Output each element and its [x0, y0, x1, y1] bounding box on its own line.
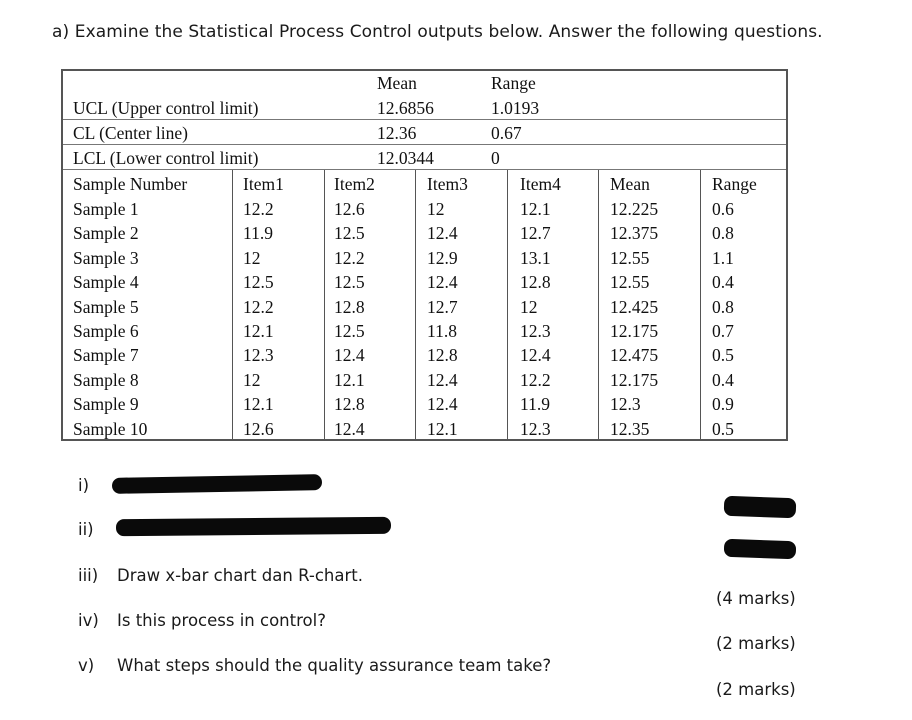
question-4-number: iv)	[78, 611, 99, 630]
sample-value: 12.1	[427, 419, 458, 439]
sample-value: 12.2	[243, 297, 274, 317]
sample-value: 12.2	[520, 370, 551, 390]
redacted-marks-2	[724, 539, 797, 560]
sample-value: 11.9	[243, 223, 273, 243]
limit-range-value: 0.67	[491, 123, 522, 143]
column-header: Item2	[334, 174, 375, 194]
sample-value: 12.475	[610, 345, 659, 365]
question-3-number: iii)	[78, 566, 99, 585]
limit-mean-value: 12.6856	[377, 98, 434, 118]
sample-value: 12.225	[610, 199, 659, 219]
sample-value: 12.5	[334, 321, 365, 341]
sample-value: 12.8	[427, 345, 458, 365]
sample-value: 0.5	[712, 419, 734, 439]
sample-value: 12.55	[610, 248, 650, 268]
sample-value: 12	[243, 370, 261, 390]
question-2-number: ii)	[78, 520, 94, 539]
column-header: Item1	[243, 174, 284, 194]
sample-value: 0.8	[712, 297, 734, 317]
question-heading: a) Examine the Statistical Process Control outputs below. Answer the following questions.	[52, 22, 823, 42]
sample-value: 12.4	[427, 394, 458, 414]
sample-value: 12.5	[243, 272, 274, 292]
sample-label: Sample 5	[73, 297, 139, 317]
divider-line	[63, 169, 786, 170]
limit-label: LCL (Lower control limit)	[73, 148, 259, 168]
question-1-number: i)	[78, 476, 90, 495]
sample-value: 0.9	[712, 394, 734, 414]
column-header: Item3	[427, 174, 468, 194]
marks-question-3: (4 marks)	[716, 589, 796, 608]
sample-value: 0.4	[712, 272, 734, 292]
sample-value: 12.1	[520, 199, 551, 219]
sample-label: Sample 3	[73, 248, 139, 268]
sample-value: 12.4	[427, 223, 458, 243]
redacted-marks-1	[724, 496, 797, 519]
sample-value: 12.2	[243, 199, 274, 219]
question-4-text: Is this process in control?	[117, 611, 326, 630]
column-header: Mean	[610, 174, 650, 194]
sample-value: 12.3	[520, 321, 551, 341]
sample-value: 0.7	[712, 321, 734, 341]
divider-line	[63, 119, 786, 120]
sample-value: 12.7	[427, 297, 458, 317]
column-header: Item4	[520, 174, 561, 194]
column-divider	[507, 170, 508, 441]
sample-value: 12.4	[334, 345, 365, 365]
sample-value: 12.4	[427, 370, 458, 390]
divider-line	[63, 144, 786, 145]
limit-mean-value: 12.0344	[377, 148, 434, 168]
column-divider	[598, 170, 599, 441]
limit-range-value: 1.0193	[491, 98, 540, 118]
marks-question-5: (2 marks)	[716, 680, 796, 699]
sample-value: 12.4	[334, 419, 365, 439]
sample-value: 12.375	[610, 223, 659, 243]
sample-value: 11.8	[427, 321, 457, 341]
sample-value: 12.4	[427, 272, 458, 292]
sample-label: Sample 9	[73, 394, 139, 414]
sample-label: Sample 4	[73, 272, 139, 292]
sample-value: 12.55	[610, 272, 650, 292]
sample-value: 12.3	[243, 345, 274, 365]
sample-value: 12.8	[520, 272, 551, 292]
sample-value: 11.9	[520, 394, 550, 414]
sample-label: Sample 2	[73, 223, 139, 243]
question-5-text: What steps should the quality assurance team take?	[117, 656, 552, 675]
sample-value: 12.8	[334, 394, 365, 414]
spc-output-table	[61, 69, 788, 441]
sample-value: 0.8	[712, 223, 734, 243]
sample-value: 12.6	[243, 419, 274, 439]
sample-label: Sample 1	[73, 199, 139, 219]
question-3-text: Draw x-bar chart dan R-chart.	[117, 566, 363, 585]
limit-label: CL (Center line)	[73, 123, 189, 143]
sample-value: 12.9	[427, 248, 458, 268]
column-divider	[324, 170, 325, 441]
marks-question-4: (2 marks)	[716, 634, 796, 653]
sample-value: 12.1	[243, 394, 274, 414]
sample-value: 12.5	[334, 272, 365, 292]
column-header: Range	[712, 174, 757, 194]
sample-value: 13.1	[520, 248, 551, 268]
sample-value: 1.1	[712, 248, 734, 268]
sample-label: Sample 8	[73, 370, 139, 390]
column-divider	[232, 170, 233, 441]
column-header: Sample Number	[73, 174, 188, 194]
sample-value: 12.1	[334, 370, 365, 390]
sample-label: Sample 10	[73, 419, 148, 439]
sample-label: Sample 6	[73, 321, 139, 341]
sample-value: 12.5	[334, 223, 365, 243]
column-divider	[700, 170, 701, 441]
sample-value: 12.425	[610, 297, 659, 317]
sample-value: 0.4	[712, 370, 734, 390]
sample-value: 12	[243, 248, 261, 268]
sample-value: 0.6	[712, 199, 734, 219]
sample-value: 12.1	[243, 321, 274, 341]
sample-value: 0.5	[712, 345, 734, 365]
header-range: Range	[491, 73, 536, 93]
redacted-question-1	[112, 474, 322, 494]
sample-value: 12.3	[520, 419, 551, 439]
question-5-number: v)	[78, 656, 95, 675]
limit-range-value: 0	[491, 148, 500, 168]
sample-label: Sample 7	[73, 345, 139, 365]
column-divider	[415, 170, 416, 441]
sample-value: 12.8	[334, 297, 365, 317]
header-mean: Mean	[377, 73, 417, 93]
sample-value: 12.175	[610, 321, 659, 341]
sample-value: 12.6	[334, 199, 365, 219]
sample-value: 12.7	[520, 223, 551, 243]
limit-label: UCL (Upper control limit)	[73, 98, 259, 118]
redacted-question-2	[116, 517, 391, 536]
limit-mean-value: 12.36	[377, 123, 417, 143]
sample-value: 12	[520, 297, 538, 317]
sample-value: 12.3	[610, 394, 641, 414]
sample-value: 12	[427, 199, 445, 219]
sample-value: 12.4	[520, 345, 551, 365]
sample-value: 12.175	[610, 370, 659, 390]
sample-value: 12.2	[334, 248, 365, 268]
sample-value: 12.35	[610, 419, 650, 439]
